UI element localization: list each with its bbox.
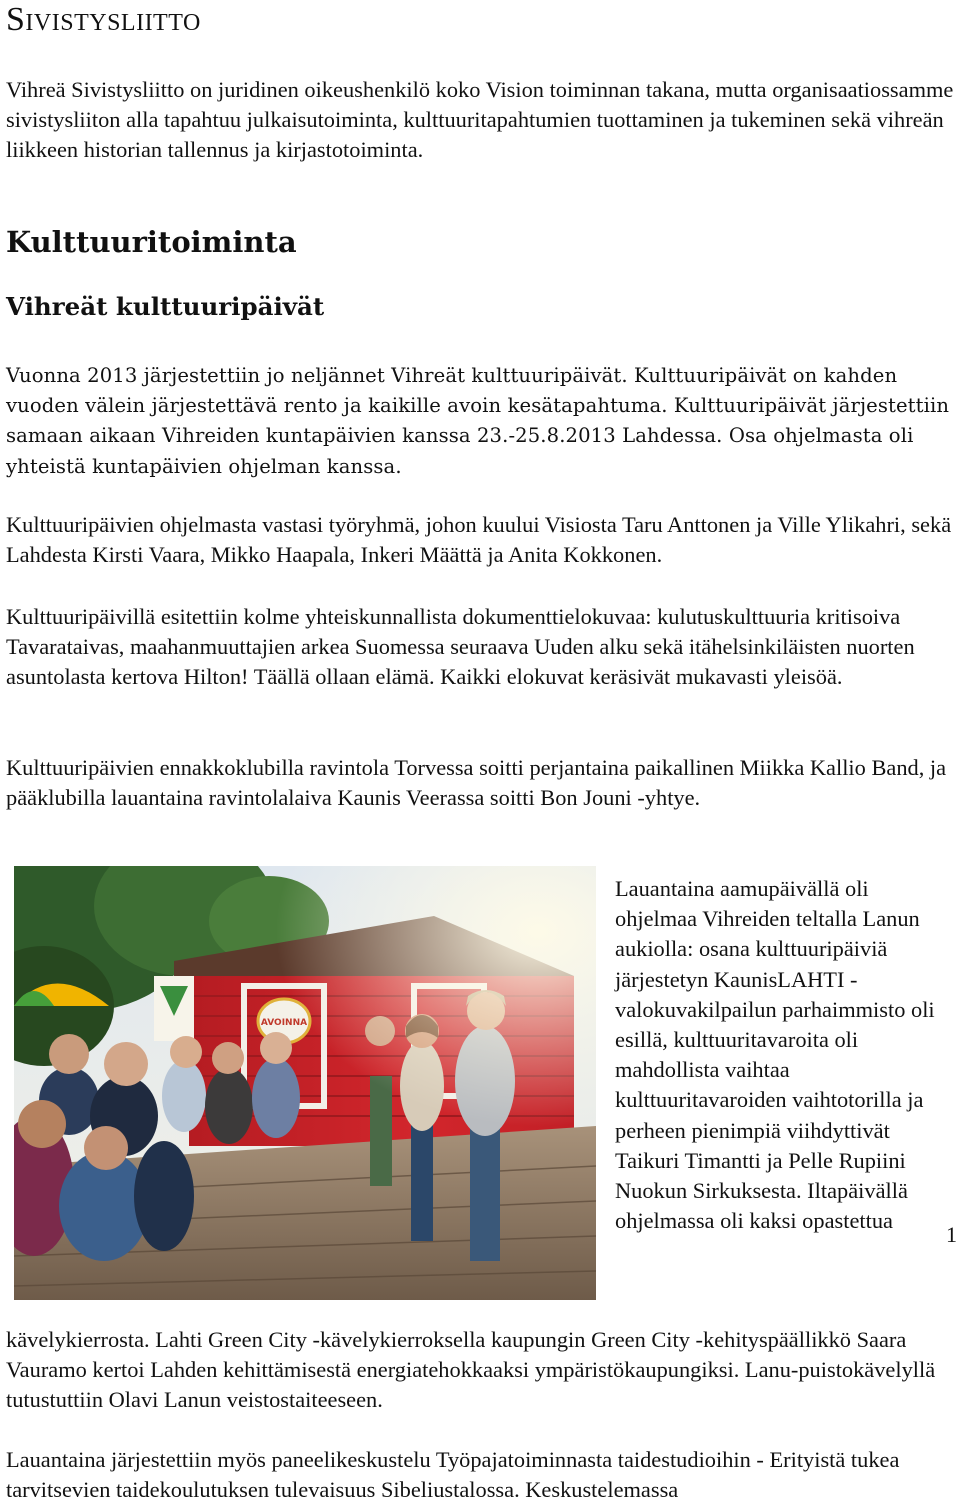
paragraph-1: Vuonna 2013 järjestettiin jo neljännet Vihreät kulttuuripäivät. Kulttuuripäivät on kahden vuoden välein järjestettävä rento ja kaikille avoin kesätapahtuma. Kulttuuripäivät järjestettiin samaan aikaan Vihreiden kuntapäivien kanssa 23.-25.8.2013 Lahdessa. Osa ohjelmasta oli yhteistä kuntapäivien ohjelman kanssa.	[6, 364, 950, 478]
paragraph-6: Lauantaina järjestettiin myös paneelikeskustelu Työpajatoiminnasta taidestudioihin - Erityistä tukea tarvitsevien taidekoulutuksen tulevaisuus Sibeliustalossa. Keskustelemassa	[6, 1447, 900, 1503]
paragraph-5-side-text: Lauantaina aamupäivällä oli ohjelmaa Vihreiden teltalla Lanun aukiolla: osana kulttuuripäiviä järjestetyn KaunisLAHTI -valokuvakilpailun parhaimmisto oli esillä, kulttuuritavaroita oli mahdollista vaihtaa kulttuuritavaroiden vaihtotorilla ja perheen pienimpiä viihdyttivät Taikuri Timantti ja Pelle Rupiini Nuokun Sirkuksesta. Iltapäivällä ohjelmassa oli kaksi opastettua	[615, 876, 935, 1234]
intro-paragraph: Vihreä Sivistysliitto on juridinen oikeushenkilö koko Vision toiminnan takana, mutta organisaatiossamme sivistysliiton alla tapahtuu julkaisutoiminta, kulttuuritapahtumien tuottaminen ja tukeminen sekä vihreän liikkeen historian tallennus ja kirjastotoiminta.	[6, 77, 954, 163]
event-photo-illustration	[14, 866, 596, 1300]
paragraph-2: Kulttuuripäivien ohjelmasta vastasi työryhmä, johon kuului Visiosta Taru Anttonen ja Ville Ylikahri, sekä Lahdesta Kirsti Vaara, Mikko Haapala, Inkeri Määttä ja Anita Kokkonen.	[6, 512, 952, 568]
subsection-heading: Vihreät kulttuuripäivät	[6, 292, 325, 321]
paragraph-3: Kulttuuripäivillä esitettiin kolme yhteiskunnallista dokumenttielokuvaa: kulutuskulttuuria kritisoiva Tavarataivas, maahanmuuttajien arkea Suomessa seuraava Uuden alku sekä itähelsinkiläisten nuorten asuntolasta kertova Hilton! Täällä ollaan elämä. Kaikki elokuvat keräsivät mukavasti yleisöä.	[6, 604, 915, 690]
page-number: 1	[946, 1222, 957, 1247]
paragraph-5-continued: kävelykierrosta. Lahti Green City -kävelykierroksella kaupungin Green City -kehityspäällikkö Saara Vauramo kertoi Lahden kehittämisestä energiatehokkaaksi ympäristökaupungiksi. Lanu-puistokävelyllä tutustuttiin Olavi Lanun veistostaiteeseen.	[6, 1327, 936, 1413]
paragraph-4: Kulttuuripäivien ennakkoklubilla ravintola Torvessa soitti perjantaina paikallinen Miikka Kallio Band, ja pääklubilla lauantaina ravintolalaiva Kaunis Veerassa soitti Bon Jouni -yhtye.	[6, 755, 947, 811]
event-photo	[14, 866, 596, 1300]
page-title: Sivistysliitto	[6, 1, 201, 38]
section-heading: Kulttuuritoiminta	[6, 225, 297, 259]
